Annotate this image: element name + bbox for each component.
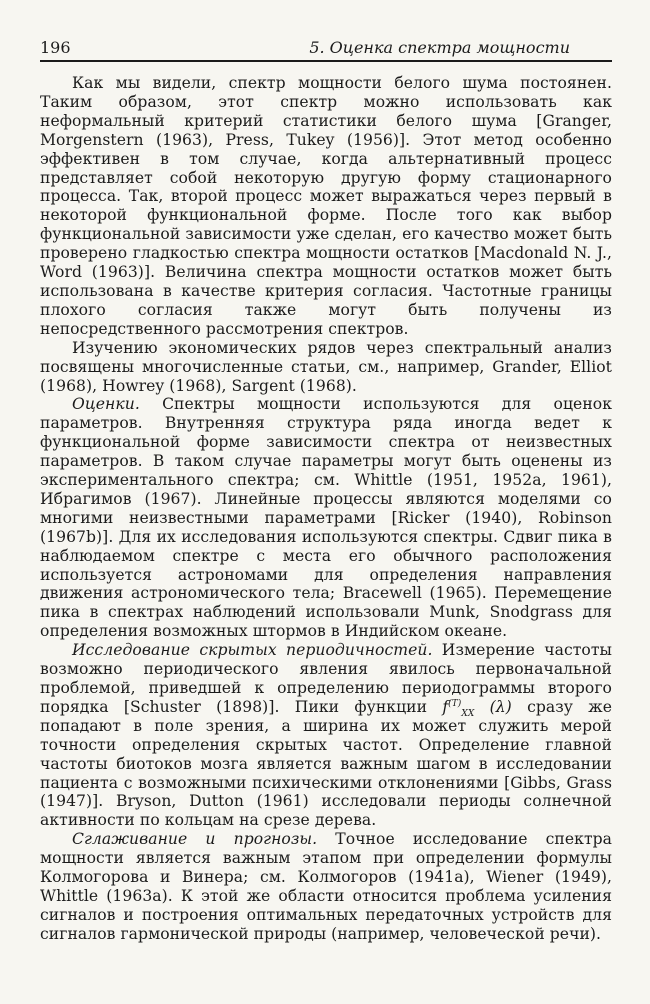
paragraph-text: Изучению экономических рядов через спектральный анализ посвящены многочисленные статьи, см., например, Grander, Elliot (1968), Howrey (1968), Sargent (1968). xyxy=(40,338,612,395)
paragraph-hidden-periodicities xyxy=(40,641,612,830)
function-superscript: (T) xyxy=(448,698,462,709)
paragraph-text: Спектры мощности используются для оценок параметров. Внутренняя структура ряда иногда ведет к функциональной форме зависимости спектра от неизвестных параметров. В таком случае параметры могут быть оценены из экспериментального спектра; см. Whittle (1951, 1952a, 1961), Ибрагимов (1967). Линейные процессы являются моделями со многими неизвестными параметрами [Ricker (1940), Robinson (1967b)]. Для их исследования используются спектры. Сдвиг пика в наблюдаемом спектре с места его обычного расположения используется астрономами для определения направления движения астрономического тела; Bracewell (1965). Перемещение пика в спектрах наблюдений использовали Munk, Snodgrass для определения возможных штормов в Индийском океане. xyxy=(40,395,612,641)
page-number: 196 xyxy=(40,38,71,57)
paragraph-economics xyxy=(40,339,612,396)
run-in-heading: Исследование скрытых периодичностей. xyxy=(72,641,433,660)
function-subscript: XX xyxy=(461,709,475,720)
running-head: 5. Оценка спектра мощности xyxy=(309,38,570,57)
paragraph-text: сразу же попадают в поле зрения, а ширина их может служить мерой точности определения скрытых частот. Определение главной частоты биотоков мозга является важным шагом в исследовании пациента с возможными психическими отклонениями [Gibbs, Grass (1947)]. Bryson, Dutton (1961) исследовали периоды солнечной активности по кольцам на срезе дерева. xyxy=(40,697,612,830)
body-text xyxy=(40,74,612,944)
paragraph-text: Как мы видели, спектр мощности белого шума постоянен. Таким образом, этот спектр можно использовать как неформальный критерий статистики белого шума [Granger, Morgenstern (1963), Press, Tukey (1956)]. Этот метод особенно эффективен в том случае, когда альтернативный процесс представляет собой некоторую другую форму стационарного процесса. Так, второй процесс может выражаться через первый в некоторой функциональной форме. После того как выбор функциональной зависимости уже сделан, его качество может быть проверено гладкостью спектра мощности остатков [Macdonald N. J., Word (1963)]. Величина спектра мощности остатков может быть использована в качестве критерия согласия. Частотные границы плохого согласия также могут быть получены из непосредственного рассмотрения спектров. xyxy=(40,74,612,338)
paragraph-estimation xyxy=(40,395,612,641)
paragraph-text: Точное исследование спектра мощности является важным этапом при определении формулы Колмогорова и Винера; см. Колмогоров (1941a), Wiener (1949), Whittle (1963a). К этой же области относится проблема усиления сигналов и построения оптимальных передаточных устройств для сигналов гармонической природы (например, человеческой речи). xyxy=(40,830,612,943)
periodogram-function xyxy=(442,697,512,720)
paragraph-smoothing xyxy=(40,830,612,943)
function-argument: (λ) xyxy=(474,697,512,716)
page-header xyxy=(40,38,612,62)
run-in-heading: Сглаживание и прогнозы. xyxy=(72,830,318,849)
function-base: f xyxy=(442,697,449,716)
paragraph-text: Измерение частоты возможно периодического явления явилось первоначальной проблемой, приведшей к определению периодограммы второго порядка [Schuster (1898)]. Пики функции xyxy=(40,641,612,716)
paragraph-white-noise xyxy=(40,74,612,339)
run-in-heading: Оценки. xyxy=(72,395,140,414)
